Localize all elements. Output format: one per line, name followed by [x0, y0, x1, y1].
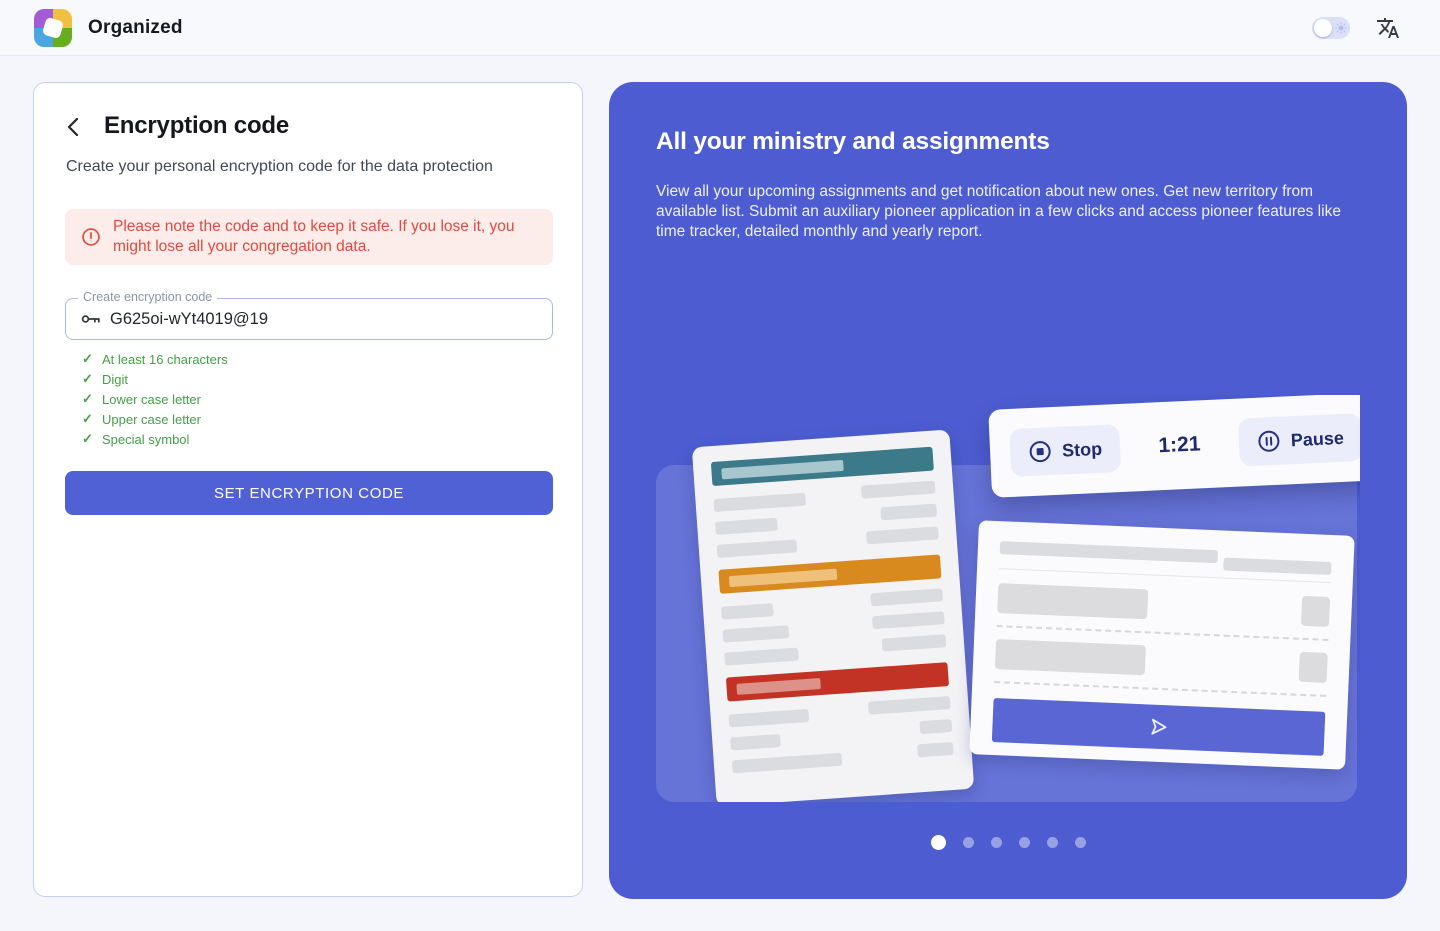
key-icon — [80, 308, 102, 330]
carousel-dot-3[interactable] — [991, 837, 1002, 848]
page-title: Encryption code — [104, 112, 290, 139]
translate-icon[interactable] — [1376, 16, 1400, 40]
carousel-dot-6[interactable] — [1075, 837, 1086, 848]
ministry-illustration — [656, 395, 1360, 802]
carousel-dots — [609, 835, 1407, 850]
checkmark-icon: ✓ — [82, 431, 93, 446]
checkmark-icon: ✓ — [82, 391, 93, 406]
set-encryption-code-button[interactable]: SET ENCRYPTION CODE — [65, 471, 553, 515]
requirement-item: ✓ Digit — [82, 371, 129, 387]
promo-description: View all your upcoming assignments and get notification about new ones. Get new territory from available list. Submit an auxiliary pioneer application in a few clicks and access pioneer features like time tracker, detailed monthly and yearly report. — [656, 183, 1341, 240]
pause-button[interactable]: Pause — [1238, 413, 1360, 467]
pause-circle-icon — [1256, 429, 1281, 454]
encryption-code-input[interactable] — [110, 310, 538, 329]
send-button — [992, 698, 1326, 756]
report-document-card — [692, 429, 974, 802]
checkmark-icon: ✓ — [82, 351, 93, 366]
sun-icon — [1335, 22, 1347, 34]
orange-section-bar — [718, 554, 941, 593]
requirement-item: ✓ Upper case letter — [82, 411, 201, 427]
encryption-code-field — [65, 290, 553, 340]
app-title: Organized — [88, 16, 183, 38]
warning-text: Please note the code and to keep it safe. If you lose it, you might lose all your congregation data. — [113, 218, 515, 255]
warning-banner — [65, 209, 553, 265]
carousel-dot-4[interactable] — [1019, 837, 1030, 848]
top-bar — [0, 0, 1440, 56]
send-icon — [1146, 714, 1171, 739]
carousel-dot-2[interactable] — [963, 837, 974, 848]
teal-section-bar — [711, 447, 934, 486]
theme-toggle[interactable] — [1312, 17, 1350, 39]
organized-logo-icon — [34, 9, 72, 47]
back-button[interactable] — [62, 115, 86, 139]
toggle-knob — [1314, 19, 1332, 37]
application-form-card — [969, 520, 1354, 770]
timer-display: 1:21 — [1157, 432, 1201, 458]
stop-circle-icon — [1028, 439, 1053, 464]
time-tracker-card — [988, 395, 1360, 498]
checkmark-icon: ✓ — [82, 411, 93, 426]
page-subtitle: Create your personal encryption code for the data protection — [66, 158, 493, 175]
promo-panel — [609, 82, 1407, 899]
alert-circle-icon — [81, 227, 101, 247]
red-section-bar — [726, 662, 949, 701]
carousel-dot-5[interactable] — [1047, 837, 1058, 848]
field-label: Create encryption code — [78, 290, 217, 304]
requirement-item: ✓ Lower case letter — [82, 391, 201, 407]
requirement-item: ✓ Special symbol — [82, 431, 190, 447]
carousel-dot-1[interactable] — [931, 835, 946, 850]
checkmark-icon: ✓ — [82, 371, 93, 386]
password-requirements — [82, 349, 228, 449]
encryption-code-panel — [33, 82, 583, 897]
requirement-item: ✓ At least 16 characters — [82, 351, 228, 367]
promo-title: All your ministry and assignments — [656, 128, 1050, 155]
stop-button[interactable]: Stop — [1009, 424, 1121, 477]
